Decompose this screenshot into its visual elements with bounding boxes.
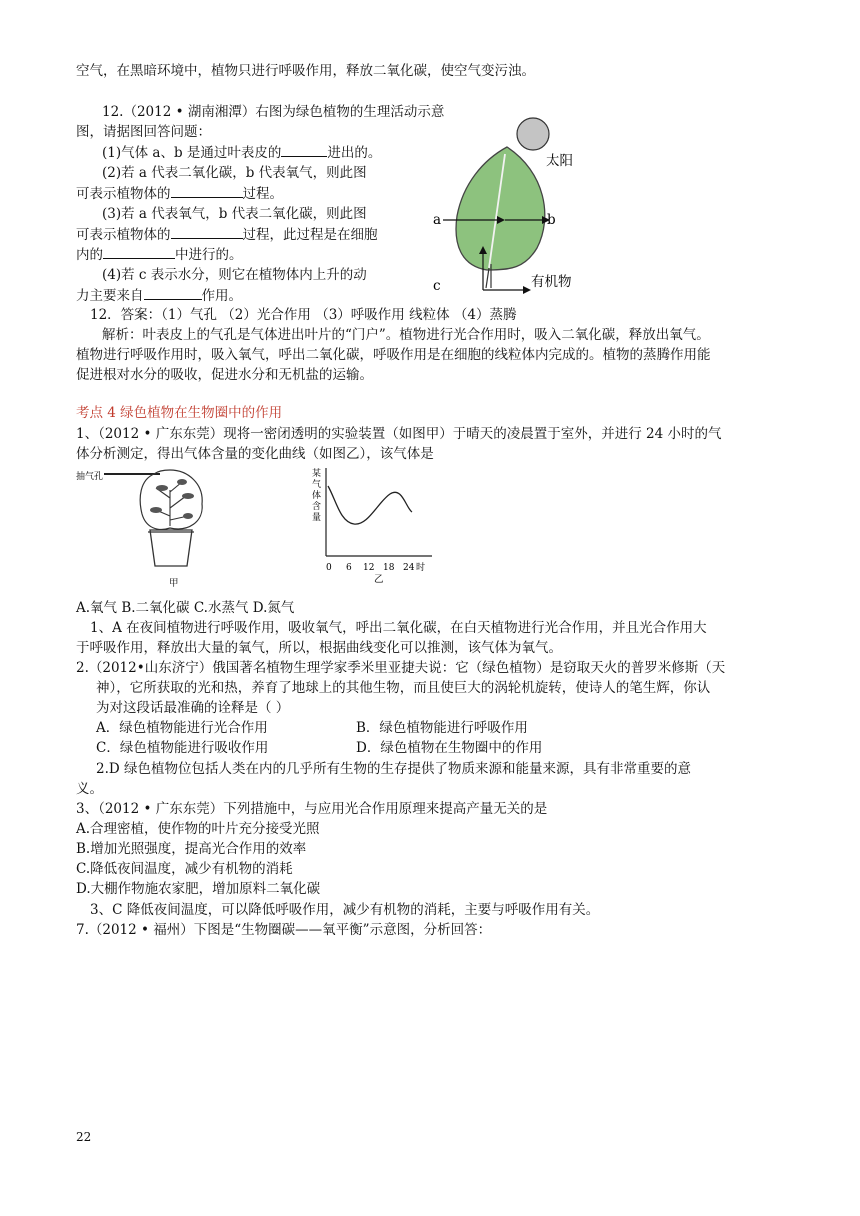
k3-option-c: C.降低夜间温度，减少有机物的消耗 bbox=[76, 861, 293, 877]
q12-analysis-cont2: 促进根对水分的吸收，促进水分和无机盐的运输。 bbox=[76, 367, 373, 383]
q12-stem: 12.（2012 • 湖南湘潭）右图为绿色植物的生理活动示意 bbox=[102, 104, 445, 120]
section-title: 考点 4 绿色植物在生物圈中的作用 bbox=[76, 405, 283, 421]
q12-answer: 12．答案：（1）气孔 （2）光合作用 （3）呼吸作用 线粒体 （4）蒸腾 bbox=[90, 307, 517, 323]
label-b: b bbox=[547, 212, 556, 228]
label-a: a bbox=[433, 212, 442, 228]
x-tick-label: 12 bbox=[363, 563, 375, 573]
q12-stem-cont: 图，请据图回答问题： bbox=[76, 124, 211, 140]
k3-option-b: B.增加光照强度，提高光合作用的效率 bbox=[76, 841, 307, 857]
k2-answer-cont: 义。 bbox=[76, 781, 103, 797]
figure-jia bbox=[76, 468, 226, 594]
answer-blank[interactable] bbox=[144, 286, 202, 300]
k1-stem-cont: 体分析测定，得出气体含量的变化曲线（如图乙），该气体是 bbox=[76, 446, 434, 462]
k2-stem-cont2: 为对这段话最准确的诠释是（ ） bbox=[96, 700, 290, 716]
q12-part1-text: (1)气体 a、b 是通过叶表皮的 bbox=[102, 145, 282, 161]
k2-option-c: C．绿色植物能进行吸收作用 bbox=[96, 740, 269, 756]
label-organic: 有机物 bbox=[531, 274, 572, 290]
q12-part3-mid: 过程，此过程是在细胞 bbox=[242, 227, 378, 243]
flower-pot bbox=[150, 530, 192, 566]
x-unit-label: 时 bbox=[416, 563, 426, 573]
k1-options: A.氧气 B.二氧化碳 C.水蒸气 D.氮气 bbox=[76, 600, 295, 616]
x-tick-label: 24 bbox=[403, 563, 415, 573]
leaf-icon bbox=[182, 493, 194, 499]
arrow-organic-head bbox=[523, 286, 531, 294]
q12-part1-tail: 进出的。 bbox=[327, 145, 382, 161]
q12-analysis-cont: 植物进行呼吸作用时，吸入氧气，呼出二氧化碳，呼吸作用是在细胞的线粒体内完成的。植物的蒸腾作用能 bbox=[76, 347, 711, 363]
k2-option-b: B．绿色植物能进行呼吸作用 bbox=[356, 720, 528, 736]
intro-line: 空气，在黑暗环境中，植物只进行呼吸作用，释放二氧化碳，使空气变污浊。 bbox=[76, 63, 535, 79]
gas-curve bbox=[328, 486, 412, 524]
k3-answer: 3、C 降低夜间温度，可以降低呼吸作用，减少有机物的消耗，主要与呼吸作用有关。 bbox=[90, 902, 600, 918]
figure-yi-caption: 乙 bbox=[374, 574, 384, 585]
x-tick-label: 18 bbox=[383, 563, 395, 573]
k1-answer: 1、A 在夜间植物进行呼吸作用，吸收氧气，呼出二氧化碳，在白天植物进行光合作用，并且光合作用大 bbox=[90, 620, 707, 636]
k2-option-a: A．绿色植物能进行光合作用 bbox=[96, 720, 268, 736]
answer-blank[interactable] bbox=[171, 225, 243, 239]
q12-part3: (3)若 a 代表氧气，b 代表二氧化碳，则此图 bbox=[102, 206, 367, 222]
x-tick-label: 0 bbox=[326, 563, 332, 573]
leaf-icon bbox=[183, 513, 193, 519]
q12-part2-tail: 过程。 bbox=[242, 186, 283, 202]
k3-option-d: D.大棚作物施农家肥，增加原料二氧化碳 bbox=[76, 881, 321, 897]
q12-part3-cont2 bbox=[76, 245, 243, 264]
q12-part4-tail: 作用。 bbox=[201, 288, 242, 304]
q12-analysis: 解析：叶表皮上的气孔是气体进出叶片的“门户”。植物进行光合作用时，吸入二氧化碳，释放出氧气。 bbox=[102, 327, 710, 343]
sun-label: 太阳 bbox=[546, 153, 573, 169]
k3-stem: 3、（2012 • 广东东莞）下列措施中，与应用光合作用原理来提高产量无关的是 bbox=[76, 801, 548, 817]
q12-part4-cont bbox=[76, 286, 242, 305]
k2-answer: 2.D 绿色植物位包括人类在内的几乎所有生物的生存提供了物质来源和能量来源，具有非常重要的意 bbox=[96, 761, 691, 777]
q12-part3-cont bbox=[76, 225, 378, 244]
answer-blank[interactable] bbox=[281, 143, 327, 157]
answer-blank[interactable] bbox=[171, 184, 243, 198]
figure-yi bbox=[306, 466, 446, 596]
q12-part2-text: 可表示植物体的 bbox=[76, 186, 171, 202]
q12-part1 bbox=[102, 143, 381, 162]
leaf-icon bbox=[177, 479, 187, 485]
answer-blank[interactable] bbox=[103, 245, 175, 259]
q12-part3-text2: 内的 bbox=[76, 247, 103, 263]
hole-label: 抽气孔 bbox=[76, 472, 104, 482]
q12-part4-text: 力主要来自 bbox=[76, 288, 144, 304]
k2-option-d: D．绿色植物在生物圈中的作用 bbox=[356, 740, 543, 756]
leaf-blade bbox=[456, 147, 545, 270]
k2-stem: 2.（2012•山东济宁）俄国著名植物生理学家季米里亚捷夫说：它（绿色植物）是窃取天火的普罗米修斯（天 bbox=[76, 660, 726, 676]
page-number: 22 bbox=[76, 1130, 92, 1144]
q12-part3-text: 可表示植物体的 bbox=[76, 227, 171, 243]
x-tick-label: 6 bbox=[346, 563, 352, 573]
q12-part2-cont bbox=[76, 184, 283, 203]
k1-answer-cont: 于呼吸作用，释放出大量的氧气，所以，根据曲线变化可以推测，该气体为氧气。 bbox=[76, 640, 562, 656]
leaf-diagram bbox=[425, 112, 625, 300]
k1-stem: 1、（2012 • 广东东莞）现将一密闭透明的实验装置（如图甲）于晴天的凌晨置于室外，并进行 24 小时的气 bbox=[76, 426, 722, 442]
x-tick-labels bbox=[326, 561, 425, 573]
y-axis-label: 某气体含量 bbox=[312, 469, 322, 523]
leaf-icon bbox=[150, 507, 162, 513]
leaf-stalk bbox=[486, 268, 489, 288]
q12-part3-tail: 中进行的。 bbox=[175, 247, 243, 263]
q12-part2: (2)若 a 代表二氧化碳，b 代表氧气，则此图 bbox=[102, 165, 367, 181]
transparent-bag bbox=[140, 470, 202, 529]
sun-icon bbox=[517, 118, 549, 150]
label-c: c bbox=[433, 278, 441, 294]
k2-stem-cont: 神），它所获取的光和热，养育了地球上的其他生物，而且使巨大的涡轮机旋转，使诗人的笔生辉，你认 bbox=[96, 680, 711, 696]
q12-part4: (4)若 c 表示水分，则它在植物体内上升的动 bbox=[102, 267, 367, 283]
k7-stem: 7.（2012 • 福州）下图是“生物圈碳——氧平衡”示意图，分析回答： bbox=[76, 922, 492, 938]
k3-option-a: A.合理密植，使作物的叶片充分接受光照 bbox=[76, 821, 320, 837]
figure-jia-caption: 甲 bbox=[169, 578, 179, 589]
leaf-icon bbox=[156, 485, 168, 491]
